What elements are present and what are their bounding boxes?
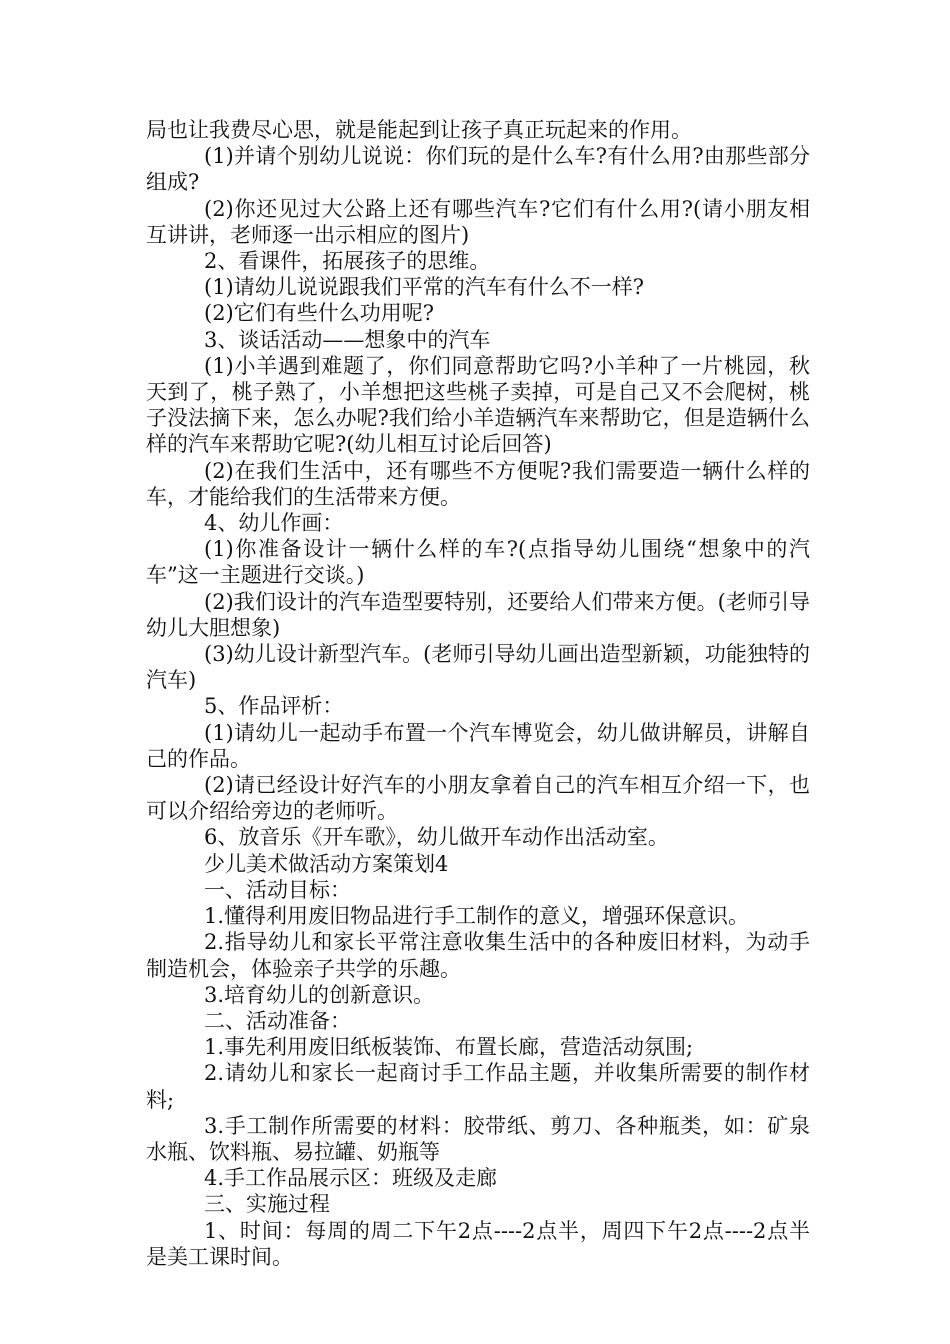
paragraph: 2、看课件，拓展孩子的思维。	[204, 249, 491, 274]
paragraph: (2)你还见过大公路上还有哪些汽车?它们有什么用?(请小朋友相互讲讲，老师逐一出示相应的图片)	[146, 196, 810, 247]
paragraph: (1)请幼儿说说跟我们平常的汽车有什么不一样?	[204, 275, 645, 300]
document-title: 少儿美术做活动方案策划4	[204, 851, 449, 876]
paragraph: 3.手工制作所需要的材料：胶带纸、剪刀、各种瓶类，如：矿泉水瓶、饮料瓶、易拉罐、奶瓶等	[146, 1113, 810, 1164]
document-body	[146, 117, 810, 1270]
section-heading: 4、幼儿作画：	[204, 511, 344, 536]
paragraph: (1)并请个别幼儿说说：你们玩的是什么车?有什么用?由那些部分组成?	[146, 144, 810, 195]
section-heading: 一、活动目标：	[204, 877, 351, 902]
paragraph: (1)你准备设计一辆什么样的车?(点指导幼儿围绕“想象中的汽车”这一主题进行交谈。)	[146, 537, 810, 588]
paragraph: 局也让我费尽心思，就是能起到让孩子真正玩起来的作用。	[146, 118, 692, 142]
paragraph: 2.指导幼儿和家长平常注意收集生活中的各种废旧材料，为动手制造机会，体验亲子共学的乐趣。	[146, 930, 810, 981]
paragraph: 6、放音乐《开车歌》，幼儿做开车动作出活动室。	[204, 825, 669, 850]
paragraph: (3)幼儿设计新型汽车。(老师引导幼儿画出造型新颖，功能独特的汽车)	[146, 642, 810, 693]
paragraph: 1、时间：每周的周二下午2点----2点半，周四下午2点----2点半是美工课时间。	[146, 1218, 810, 1269]
paragraph: (2)请已经设计好汽车的小朋友拿着自己的汽车相互介绍一下，也可以介绍给旁边的老师听。	[146, 773, 810, 824]
paragraph: 2.请幼儿和家长一起商讨手工作品主题，并收集所需要的制作材料;	[146, 1061, 810, 1112]
paragraph: (2)在我们生活中，还有哪些不方便呢?我们需要造一辆什么样的车，才能给我们的生活带来方便。	[146, 458, 810, 509]
paragraph: 3.培育幼儿的创新意识。	[204, 982, 435, 1007]
section-heading: 三、实施过程	[204, 1192, 330, 1217]
section-heading: 二、活动准备：	[204, 1008, 351, 1033]
paragraph: 4.手工作品展示区：班级及走廊	[204, 1166, 498, 1191]
paragraph: (2)它们有些什么功用呢?	[204, 301, 435, 326]
section-heading: 5、作品评析：	[204, 694, 344, 719]
paragraph: 1.懂得利用废旧物品进行手工制作的意义，增强环保意识。	[204, 904, 750, 929]
paragraph: (1)小羊遇到难题了，你们同意帮助它吗?小羊种了一片桃园，秋天到了，桃子熟了，小羊想把这些桃子卖掉，可是自己又不会爬树，桃子没法摘下来，怎么办呢?我们给小羊造辆汽车来帮助它，但是造辆什么样的汽车来帮助它呢?(幼儿相互讨论后回答)	[146, 353, 810, 457]
paragraph: (1)请幼儿一起动手布置一个汽车博览会，幼儿做讲解员，讲解自己的作品。	[146, 720, 810, 771]
paragraph: 1.事先利用废旧纸板装饰、布置长廊，营造活动氛围;	[204, 1035, 694, 1060]
section-heading: 3、谈话活动——想象中的汽车	[204, 327, 491, 352]
paragraph: (2)我们设计的汽车造型要特别，还要给人们带来方便。(老师引导幼儿大胆想象)	[146, 589, 810, 640]
